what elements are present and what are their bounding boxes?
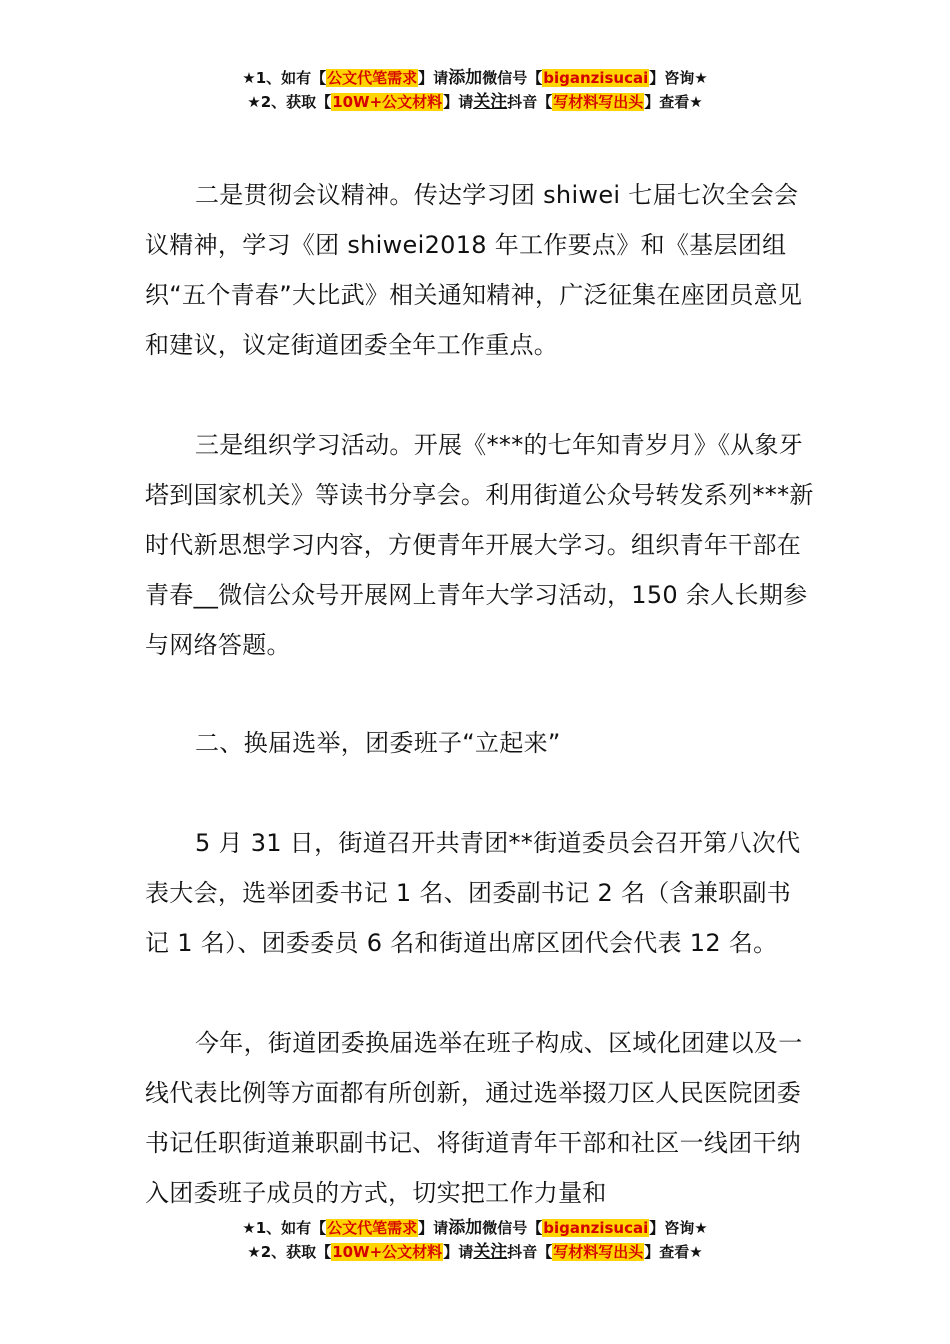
- header-banner: [0, 66, 950, 114]
- banner-text: 微信号【: [482, 69, 543, 87]
- banner-highlight: 公文代笔需求: [327, 69, 418, 87]
- banner-text: 】请: [418, 1219, 449, 1237]
- banner-highlight-wechat: biganzisucai: [543, 69, 649, 87]
- banner-highlight-douyin: 写材料写出头: [553, 93, 644, 111]
- banner-text: 】请: [443, 93, 474, 111]
- footer-banner: [0, 1216, 950, 1264]
- banner-emphasis: 关注: [473, 92, 508, 112]
- banner-highlight: 10W+公文材料: [332, 93, 443, 111]
- banner-text: 】查看★: [644, 93, 703, 111]
- paragraph-implement-meeting: 二是贯彻会议精神。传达学习团 shiwei 七届七次全会会议精神，学习《团 shiwei2018 年工作要点》和《基层团组织“五个青春”大比武》相关通知精神，广泛征集在座团员意见和建议，议定街道团委全年工作重点。: [145, 181, 803, 359]
- banner-text: ★1、如有【: [242, 69, 327, 87]
- banner-text: ★1、如有【: [242, 1219, 327, 1237]
- paragraph-innovation: 今年，街道团委换届选举在班子构成、区域化团建以及一线代表比例等方面都有所创新，通过选举掇刀区人民医院团委书记任职街道兼职副书记、将街道青年干部和社区一线团干纳入团委班子成员的方式，切实把工作力量和: [145, 1029, 803, 1207]
- banner-highlight: 10W+公文材料: [332, 1243, 443, 1261]
- banner-emphasis: 添加: [448, 1218, 483, 1238]
- banner-text: 抖音【: [507, 1243, 553, 1261]
- banner-highlight: 公文代笔需求: [327, 1219, 418, 1237]
- banner-text: 】请: [443, 1243, 474, 1261]
- banner-text: ★2、获取【: [247, 1243, 332, 1261]
- banner-text: 】咨询★: [649, 69, 708, 87]
- banner-text: 】咨询★: [649, 1219, 708, 1237]
- banner-line-1: [0, 66, 950, 90]
- banner-line-2: [0, 90, 950, 114]
- banner-emphasis: 添加: [448, 68, 483, 88]
- banner-text: 】查看★: [644, 1243, 703, 1261]
- paragraph-study-activities: 三是组织学习活动。开展《***的七年知青岁月》《从象牙塔到国家机关》等读书分享会。利用街道公众号转发系列***新时代新思想学习内容，方便青年开展大学习。组织青年干部在青春__微信公众号开展网上青年大学习活动，150 余人长期参与网络答题。: [145, 431, 814, 659]
- banner-text: ★2、获取【: [247, 93, 332, 111]
- banner-line-1: [0, 1216, 950, 1240]
- banner-text: 抖音【: [507, 93, 553, 111]
- banner-text: 微信号【: [482, 1219, 543, 1237]
- banner-highlight-wechat: biganzisucai: [543, 1219, 649, 1237]
- banner-text: 】请: [418, 69, 449, 87]
- paragraph-congress: 5 月 31 日，街道召开共青团**街道委员会召开第八次代表大会，选举团委书记 1 名、团委副书记 2 名（含兼职副书记 1 名）、团委委员 6 名和街道出席区团代会代表 12 名。: [145, 829, 801, 957]
- banner-highlight-douyin: 写材料写出头: [553, 1243, 644, 1261]
- section-heading-election: 二、换届选举，团委班子“立起来”: [195, 729, 561, 757]
- banner-emphasis: 关注: [473, 1242, 508, 1262]
- banner-line-2: [0, 1240, 950, 1264]
